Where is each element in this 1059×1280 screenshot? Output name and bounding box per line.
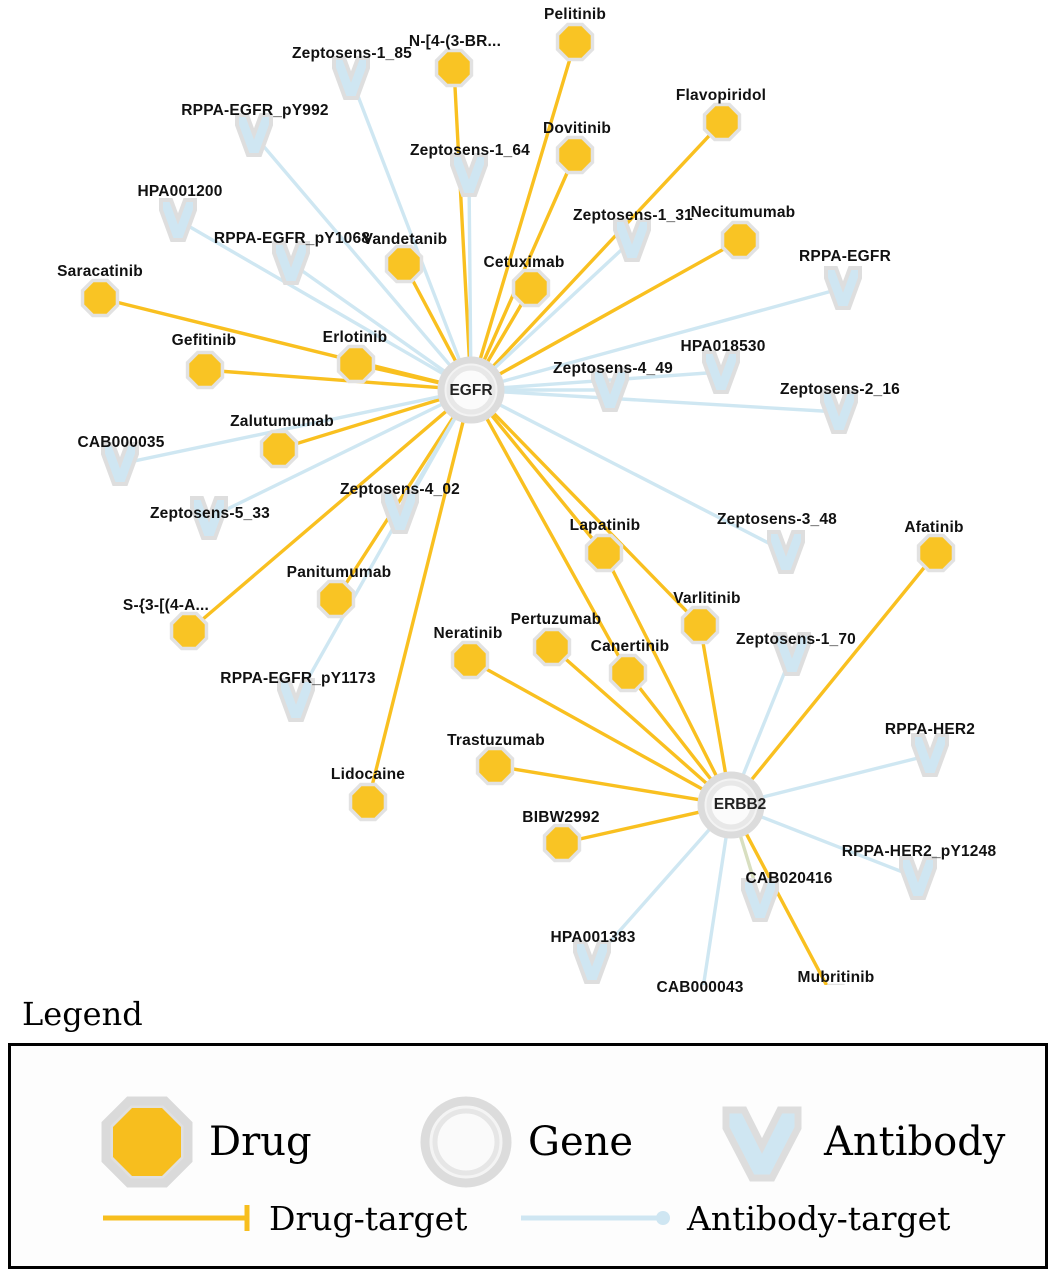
drug-node-pertuzumab[interactable] — [536, 631, 567, 662]
drug-label-mubritinib: Mubritinib — [797, 969, 875, 986]
antibody-label-zeptosens-4_02: Zeptosens-4_02 — [340, 481, 460, 498]
gene-label-ERBB2: ERBB2 — [713, 796, 767, 813]
drug-label-lidocaine: Lidocaine — [330, 766, 406, 783]
antibody-node-hpa001383[interactable] — [575, 942, 609, 982]
antibody-node-hpa018530[interactable] — [704, 352, 738, 392]
antibody-node-zeptosens-1_85[interactable] — [334, 58, 368, 98]
legend-box — [8, 1043, 1048, 1269]
legend-item-antibody — [714, 1094, 1005, 1190]
edge-saracatinib-to-EGFR — [100, 298, 445, 384]
drug-label-panitumumab: Panitumumab — [286, 564, 392, 581]
antibody-label-hpa001383: HPA001383 — [550, 929, 636, 946]
antibody-label-zeptosens-1_85: Zeptosens-1_85 — [292, 45, 412, 62]
drug-icon — [612, 657, 643, 688]
antibody-label-zeptosens-1_64: Zeptosens-1_64 — [410, 142, 530, 159]
drug-label-pelitinib: Pelitinib — [543, 6, 607, 23]
drug-icon — [84, 282, 115, 313]
legend-item-antibody-target — [517, 1198, 950, 1238]
drug-node-necitumumab[interactable] — [724, 224, 755, 255]
drug-icon — [588, 537, 619, 568]
drug-icon — [559, 139, 590, 170]
edge-varlitinib-to-ERBB2 — [700, 625, 726, 778]
drug-node-n4-3-br[interactable] — [438, 52, 469, 83]
antibody-icon — [704, 352, 738, 392]
drug-label-saracatinib: Saracatinib — [57, 263, 143, 280]
antibody-node-rppa-her2[interactable] — [913, 735, 947, 775]
drug-icon — [479, 750, 510, 781]
drug-label-dovitinib: Dovitinib — [542, 120, 612, 137]
drug-shape-icon — [99, 1094, 195, 1190]
antibody-label-zeptosens-5_33: Zeptosens-5_33 — [150, 505, 270, 522]
drug-icon — [340, 348, 371, 379]
antibody-label-rppa-her2_py1248: RPPA-HER2_pY1248 — [841, 843, 997, 860]
antibody-label-rppa-egfr: RPPA-EGFR — [799, 248, 891, 265]
antibody-label-rppa-her2: RPPA-HER2 — [884, 721, 976, 738]
antibody-label-zeptosens-4_49: Zeptosens-4_49 — [553, 360, 673, 377]
antibody-label-zeptosens-1_70: Zeptosens-1_70 — [736, 631, 856, 648]
drug-node-bibw2992[interactable] — [546, 827, 577, 858]
drug-node-trastuzumab[interactable] — [479, 750, 510, 781]
edge-pelitinib-to-EGFR — [479, 42, 575, 364]
drug-node-cetuximab[interactable] — [515, 272, 546, 303]
drug-label-cetuximab: Cetuximab — [483, 254, 565, 271]
edge-zeptosens-1_64-to-EGFR — [469, 175, 471, 363]
drug-label-vandetanib: Vandetanib — [362, 231, 448, 248]
drug-label-bibw2992: BIBW2992 — [522, 809, 600, 826]
drug-label-afatinib: Afatinib — [904, 519, 964, 536]
edge-zeptosens-3_48-to-EGFR — [495, 402, 786, 552]
antibody-node-rppa-egfr[interactable] — [826, 268, 860, 308]
drug-icon — [320, 583, 351, 614]
drug-node-gefitinib[interactable] — [189, 354, 220, 385]
drug-icon — [536, 631, 567, 662]
edge-zeptosens-1_85-to-EGFR — [351, 78, 461, 365]
drug-icon — [189, 354, 220, 385]
drug-node-pelitinib[interactable] — [559, 26, 590, 57]
drug-node-s-3-4a[interactable] — [173, 615, 204, 646]
antibody-node-rppa-her2_py1248[interactable] — [901, 858, 935, 898]
drug-label-canertinib: Canertinib — [590, 638, 670, 655]
drug-icon — [388, 248, 419, 279]
antibody-icon — [901, 858, 935, 898]
antibody-icon — [826, 268, 860, 308]
legend-item-drug-target — [99, 1198, 467, 1238]
legend-item-drug — [99, 1094, 312, 1190]
drug-label-necitumumab: Necitumumab — [690, 204, 796, 221]
drug-node-vandetanib[interactable] — [388, 248, 419, 279]
antibody-icon — [452, 155, 486, 195]
drug-icon — [724, 224, 755, 255]
drug-label-flavopiridol: Flavopiridol — [675, 87, 767, 104]
antibody-label-hpa001200: HPA001200 — [137, 183, 223, 200]
antibody-label-zeptosens-2_16: Zeptosens-2_16 — [780, 381, 900, 398]
drug-label-zalutumumab: Zalutumumab — [230, 413, 334, 430]
antibody-icon — [575, 942, 609, 982]
legend-item-gene — [418, 1094, 633, 1190]
antibody-label-zeptosens-3_48: Zeptosens-3_48 — [717, 511, 837, 528]
legend-label-gene: Gene — [528, 1119, 634, 1165]
drug-node-lapatinib[interactable] — [588, 537, 619, 568]
drug-node-varlitinib[interactable] — [684, 609, 715, 640]
drug-node-zalutumumab[interactable] — [263, 433, 294, 464]
legend-label-drug-target: Drug-target — [269, 1198, 468, 1238]
drug-label-s-3-4a: S-{3-[(4-A... — [122, 597, 210, 614]
drug-label-erlotinib: Erlotinib — [322, 329, 388, 346]
antibody-node-hpa001200[interactable] — [161, 200, 195, 240]
antibody-label-rppa-egfr_py992: RPPA-EGFR_pY992 — [181, 102, 329, 119]
drug-icon — [173, 615, 204, 646]
legend-heading: Legend — [22, 995, 143, 1033]
drug-node-panitumumab[interactable] — [320, 583, 351, 614]
drug-icon — [684, 609, 715, 640]
antibody-node-zeptosens-3_48[interactable] — [769, 532, 803, 572]
drug-node-neratinib[interactable] — [454, 644, 485, 675]
drug-icon — [263, 433, 294, 464]
antibody-label-zeptosens-1_31: Zeptosens-1_31 — [573, 207, 693, 224]
drug-icon — [920, 537, 951, 568]
antibody-label-cab000043: CAB000043 — [656, 979, 744, 996]
antibody-icon — [615, 220, 649, 260]
antibody-label-rppa-egfr_py1068: RPPA-EGFR_pY1068 — [213, 230, 371, 247]
antibody-node-zeptosens-1_31[interactable] — [615, 220, 649, 260]
drug-icon — [706, 106, 737, 137]
legend-label-drug: Drug — [209, 1119, 312, 1165]
drug-node-erlotinib[interactable] — [340, 348, 371, 379]
antibody-label-cab000035: CAB000035 — [77, 434, 165, 451]
edge-rppa-her2-to-ERBB2 — [757, 755, 930, 798]
legend-label-antibody-target: Antibody-target — [687, 1198, 951, 1238]
drug-label-trastuzumab: Trastuzumab — [447, 732, 545, 749]
antibody-target-edge-icon — [517, 1198, 677, 1238]
drug-node-afatinib[interactable] — [920, 537, 951, 568]
drug-node-lidocaine[interactable] — [352, 786, 383, 817]
antibody-node-zeptosens-1_64[interactable] — [452, 155, 486, 195]
edge-n4-3-br-to-EGFR — [454, 68, 470, 363]
edge-rppa-egfr_py1173-to-EGFR — [296, 414, 458, 700]
antibody-icon — [161, 200, 195, 240]
drug-label-lapatinib: Lapatinib — [569, 517, 641, 534]
antibody-icon — [913, 735, 947, 775]
drug-node-saracatinib[interactable] — [84, 282, 115, 313]
drug-node-flavopiridol[interactable] — [706, 106, 737, 137]
drug-icon — [352, 786, 383, 817]
drug-label-gefitinib: Gefitinib — [171, 332, 237, 349]
antibody-label-hpa018530: HPA018530 — [680, 338, 766, 355]
drug-icon — [559, 26, 590, 57]
antibody-label-rppa-egfr_py1173: RPPA-EGFR_pY1173 — [220, 670, 376, 687]
drug-label-pertuzumab: Pertuzumab — [510, 611, 602, 628]
edge-afatinib-to-ERBB2 — [748, 553, 936, 784]
drug-node-dovitinib[interactable] — [559, 139, 590, 170]
antibody-label-cab020416: CAB020416 — [745, 870, 833, 887]
drug-icon — [438, 52, 469, 83]
drug-icon — [515, 272, 546, 303]
drug-label-n4-3-br: N-[4-(3-BR... — [408, 33, 502, 50]
gene-shape-icon — [418, 1094, 514, 1190]
antibody-icon — [769, 532, 803, 572]
edge-cab000043-to-ERBB2 — [700, 832, 727, 985]
drug-label-neratinib: Neratinib — [433, 625, 503, 642]
drug-node-canertinib[interactable] — [612, 657, 643, 688]
drug-icon — [454, 644, 485, 675]
gene-label-EGFR: EGFR — [449, 382, 493, 399]
antibody-icon — [334, 58, 368, 98]
drug-target-edge-icon — [99, 1198, 259, 1238]
antibody-shape-icon — [714, 1094, 810, 1190]
legend-label-antibody: Antibody — [824, 1119, 1006, 1165]
drug-icon — [546, 827, 577, 858]
drug-label-varlitinib: Varlitinib — [673, 590, 741, 607]
